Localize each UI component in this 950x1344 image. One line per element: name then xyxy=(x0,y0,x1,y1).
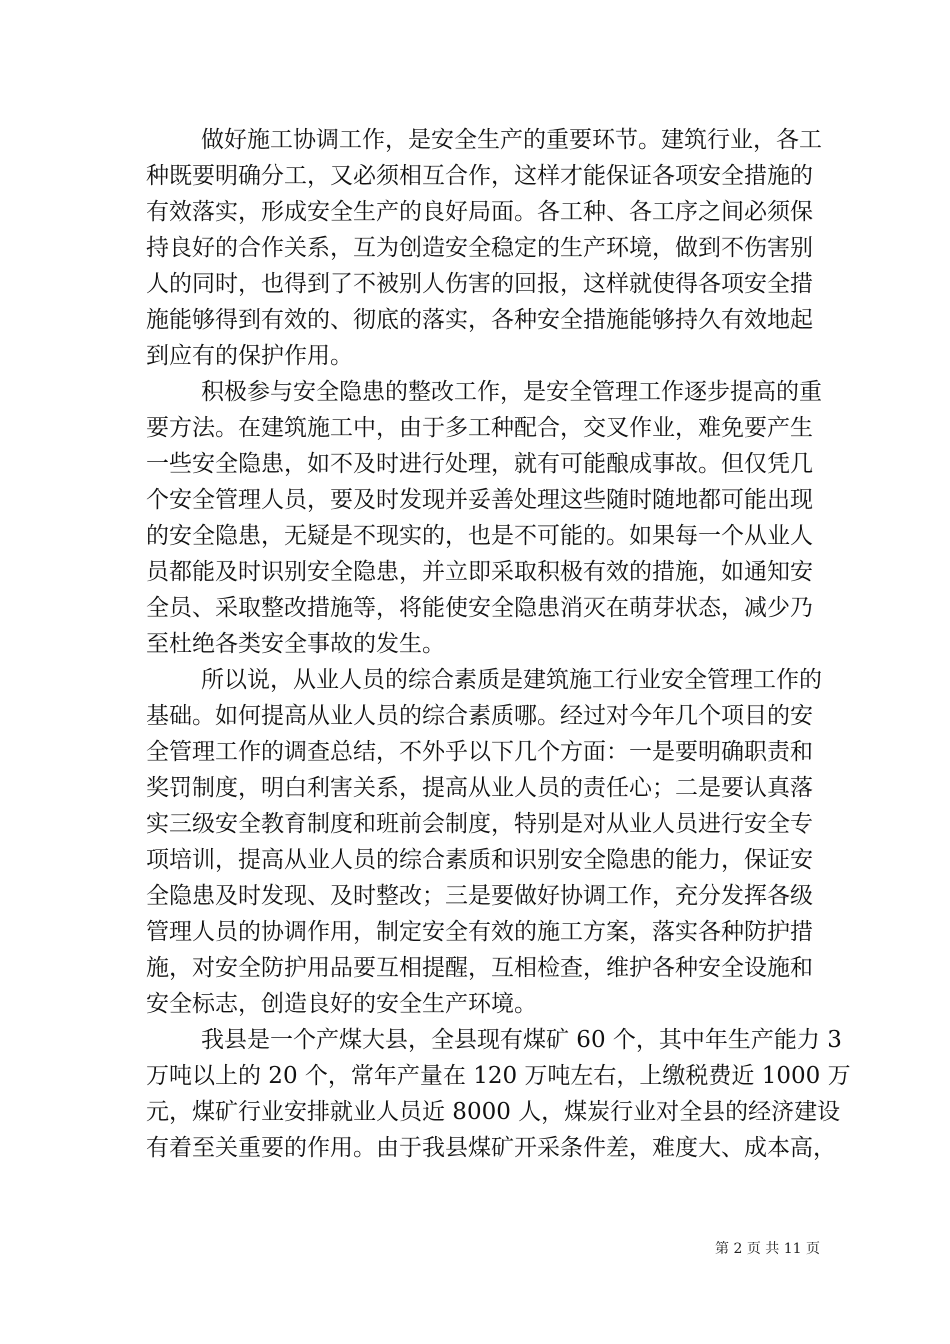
paragraph-1-line-2: 种既要明确分工，又必须相互合作，这样才能保证各项安全措施的 xyxy=(146,163,813,189)
paragraph-3-line-9: 施，对安全防护用品要互相提醒，互相检查，维护各种安全设施和 xyxy=(146,955,813,981)
document-body xyxy=(146,122,851,1166)
paragraph-2-line-3: 一些安全隐患，如不及时进行处理，就有可能酿成事故。但仅凭几 xyxy=(146,451,813,477)
paragraph-2-line-2: 要方法。在建筑施工中，由于多工种配合，交叉作业，难免要产生 xyxy=(146,415,813,441)
paragraph-1-line-6: 施能够得到有效的、彻底的落实，各种安全措施能够持久有效地起 xyxy=(146,307,813,333)
paragraph-1-line-4: 持良好的合作关系，互为创造安全稳定的生产环境，做到不伤害别 xyxy=(146,235,813,261)
paragraph-2-line-7: 全员、采取整改措施等，将能使安全隐患消灭在萌芽状态，减少乃 xyxy=(146,595,813,621)
paragraph-1-line-7: 到应有的保护作用。 xyxy=(146,343,353,369)
paragraph-1-line-1: 做好施工协调工作，是安全生产的重要环节。建筑行业，各工 xyxy=(201,127,822,153)
paragraph-3-line-6: 项培训，提高从业人员的综合素质和识别安全隐患的能力，保证安 xyxy=(146,847,813,873)
paragraph-2-line-6: 员都能及时识别安全隐患，并立即采取积极有效的措施，如通知安 xyxy=(146,559,813,585)
paragraph-2-line-4: 个安全管理人员，要及时发现并妥善处理这些随时随地都可能出现 xyxy=(146,487,813,513)
paragraph-3-line-8: 管理人员的协调作用，制定安全有效的施工方案，落实各种防护措 xyxy=(146,919,813,945)
page-number-footer: 第 2 页 共 11 页 xyxy=(715,1241,820,1257)
paragraph-3-line-7: 全隐患及时发现、及时整改；三是要做好协调工作，充分发挥各级 xyxy=(146,883,813,909)
paragraph-3-line-5: 实三级安全教育制度和班前会制度，特别是对从业人员进行安全专 xyxy=(146,811,813,837)
paragraph-3-line-2: 基础。如何提高从业人员的综合素质哪。经过对今年几个项目的安 xyxy=(146,703,813,729)
paragraph-3-line-10: 安全标志，创造良好的安全生产环境。 xyxy=(146,991,537,1017)
paragraph-2-line-8: 至杜绝各类安全事故的发生。 xyxy=(146,631,445,657)
paragraph-3-line-3: 全管理工作的调查总结，不外乎以下几个方面：一是要明确职责和 xyxy=(146,739,813,765)
paragraph-4-line-1: 我县是一个产煤大县，全县现有煤矿 60 个，其中年生产能力 3 xyxy=(201,1027,842,1053)
paragraph-3-line-1: 所以说，从业人员的综合素质是建筑施工行业安全管理工作的 xyxy=(201,667,822,693)
paragraph-3-line-4: 奖罚制度，明白利害关系，提高从业人员的责任心；二是要认真落 xyxy=(146,775,813,801)
paragraph-1-line-5: 人的同时，也得到了不被别人伤害的回报，这样就使得各项安全措 xyxy=(146,271,813,297)
paragraph-4-line-2: 万吨以上的 20 个，常年产量在 120 万吨左右，上缴税费近 1000 万 xyxy=(146,1063,851,1089)
paragraph-4-line-4: 有着至关重要的作用。由于我县煤矿开采条件差，难度大、成本高， xyxy=(146,1135,836,1161)
paragraph-1-line-3: 有效落实，形成安全生产的良好局面。各工种、各工序之间必须保 xyxy=(146,199,813,225)
paragraph-2-line-1: 积极参与安全隐患的整改工作，是安全管理工作逐步提高的重 xyxy=(201,379,822,405)
paragraph-2-line-5: 的安全隐患，无疑是不现实的，也是不可能的。如果每一个从业人 xyxy=(146,523,813,549)
paragraph-4-line-3: 元，煤矿行业安排就业人员近 8000 人，煤炭行业对全县的经济建设 xyxy=(146,1099,841,1125)
